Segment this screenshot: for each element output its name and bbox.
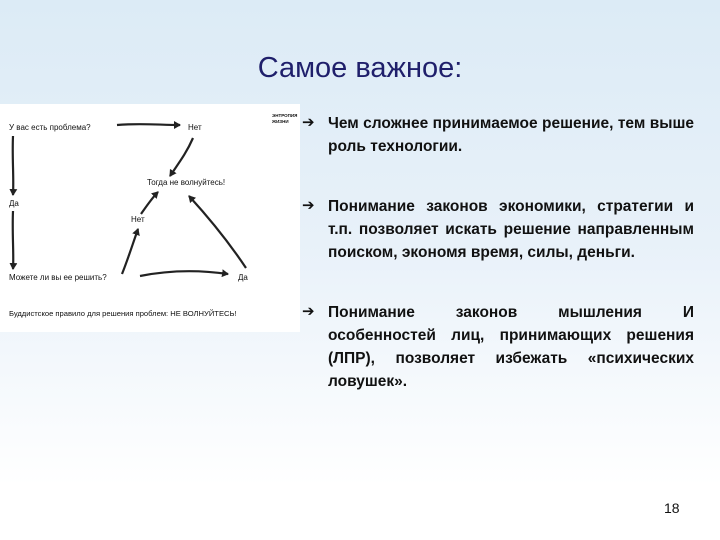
arrow-yes-to-dont-worry bbox=[189, 196, 246, 268]
logo-line1: ЭНТРОПИЯ bbox=[272, 113, 298, 118]
flowchart-svg bbox=[0, 104, 300, 332]
bullet-text: Понимание законов мышления И особенностей лиц, принимающих решения (ЛПР), позволяет избежать «психических ловушек». bbox=[328, 304, 694, 390]
page-number: 18 bbox=[664, 500, 680, 516]
arrow-right-icon: ➔ bbox=[302, 114, 315, 131]
arrow-problem-to-yes bbox=[13, 136, 14, 195]
bullet-list bbox=[302, 112, 694, 430]
logo-line2: ЖИЗНИ bbox=[272, 119, 289, 124]
label-yes-right: Да bbox=[238, 273, 248, 282]
arrow-can-solve-to-no bbox=[122, 229, 138, 274]
arrow-yes-to-can-solve bbox=[13, 211, 14, 269]
arrow-can-solve-to-yes bbox=[140, 271, 228, 276]
arrow-right-icon: ➔ bbox=[302, 197, 315, 214]
arrow-no-to-dont-worry bbox=[170, 138, 193, 176]
flowchart-diagram bbox=[0, 104, 300, 332]
arrow-no-to-dont-worry-2 bbox=[141, 192, 158, 214]
diagram-caption: Буддистское правило для решения проблем: НЕ ВОЛНУЙТЕСЬ! bbox=[9, 309, 237, 318]
arrow-right-icon: ➔ bbox=[302, 303, 315, 320]
arrow-problem-to-no bbox=[117, 124, 180, 125]
bullet-text: Чем сложнее принимаемое решение, тем выше роль технологии. bbox=[328, 115, 694, 155]
label-no-top: Нет bbox=[188, 123, 202, 132]
label-no-middle: Нет bbox=[131, 215, 145, 224]
label-yes-left: Да bbox=[9, 199, 19, 208]
label-have-problem: У вас есть проблема? bbox=[9, 123, 91, 132]
label-then-dont-worry: Тогда не волнуйтесь! bbox=[147, 178, 226, 187]
bullet-item bbox=[302, 301, 694, 393]
bullet-text: Понимание законов экономики, стратегии и т.п. позволяет искать решение направленным поиском, экономя время, силы, деньги. bbox=[328, 198, 694, 261]
bullet-item bbox=[302, 112, 694, 158]
label-can-solve: Можете ли вы ее решить? bbox=[9, 273, 107, 282]
bullet-item bbox=[302, 195, 694, 264]
slide-title: Самое важное: bbox=[257, 52, 463, 84]
